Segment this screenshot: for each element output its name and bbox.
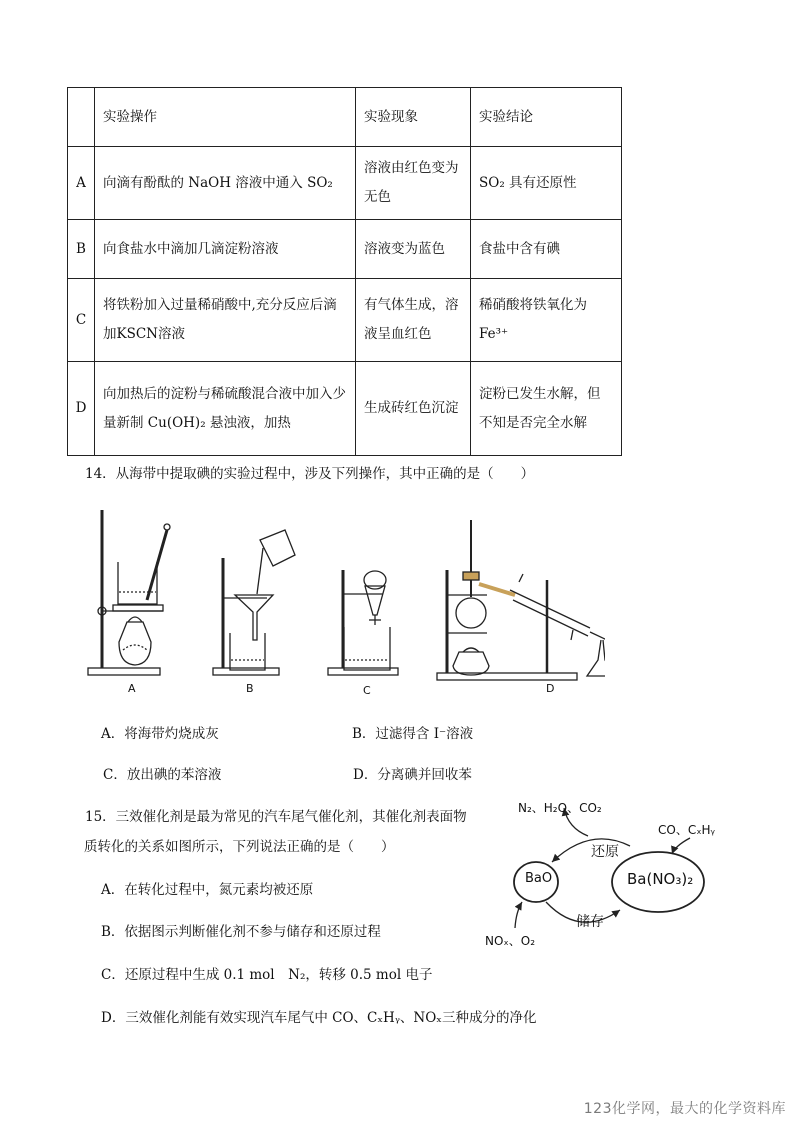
cell-conclusion: 食盐中含有碘 (471, 220, 622, 279)
row-label: C (68, 279, 95, 362)
header-cell: 实验结论 (471, 88, 622, 147)
option-b: B．过滤得含 I⁻溶液 (352, 726, 474, 742)
cell-conclusion: 淀粉已发生水解，但不知是否完全水解 (471, 362, 622, 456)
apparatus-c (328, 570, 398, 675)
nox-in-arrow (515, 902, 522, 928)
question-14-stem: 14．从海带中提取碘的实验过程中，涉及下列操作，其中正确的是（ ） (85, 466, 535, 482)
header-cell: 实验现象 (356, 88, 471, 147)
table-row (68, 220, 622, 279)
apparatus-d (437, 520, 605, 680)
table-row (68, 279, 622, 362)
table-row (68, 362, 622, 456)
cell-conclusion: 稀硝酸将铁氧化为 Fe³⁺ (471, 279, 622, 362)
bao-label: BaO (525, 871, 553, 886)
products-label: N₂、H₂O、CO₂ (518, 801, 602, 815)
apparatus-a (88, 510, 170, 675)
option-a: A．将海带灼烧成灰 (101, 726, 219, 742)
option-d: D．分离碘并回收苯 (353, 767, 472, 783)
figure-label-a: A (128, 682, 136, 695)
row-label: D (68, 362, 95, 456)
header-cell: 实验操作 (95, 88, 356, 147)
row-label: B (68, 220, 95, 279)
figure-label-b: B (246, 682, 254, 695)
question-15-stem-line-2: 质转化的关系如图所示，下列说法正确的是（ ） (84, 839, 395, 855)
cell-phenomenon: 溶液由红色变为无色 (356, 147, 471, 220)
option-d: D．三效催化剂能有效实现汽车尾气中 CO、CₓHᵧ、NOₓ三种成分的净化 (101, 1010, 537, 1026)
apparatus-b (213, 530, 295, 675)
cell-phenomenon: 溶液变为蓝色 (356, 220, 471, 279)
option-a: A．在转化过程中，氮元素均被还原 (101, 882, 314, 898)
row-label: A (68, 147, 95, 220)
cell-operation: 将铁粉加入过量稀硝酸中,充分反应后滴加KSCN溶液 (95, 279, 356, 362)
cell-operation: 向加热后的淀粉与稀硫酸混合液中加入少量新制 Cu(OH)₂ 悬浊液，加热 (95, 362, 356, 456)
table-header-row (68, 88, 622, 147)
apparatus-figure (85, 500, 605, 700)
cell-operation: 向食盐水中滴加几滴淀粉溶液 (95, 220, 356, 279)
reductants-in-arrow (672, 838, 690, 854)
cell-operation: 向滴有酚酞的 NaOH 溶液中通入 SO₂ (95, 147, 356, 220)
figure-label-c: C (363, 684, 371, 697)
option-b: B．依据图示判断催化剂不参与储存和还原过程 (101, 924, 381, 940)
question-15-stem-line-1: 15．三效催化剂是最为常见的汽车尾气催化剂，其催化剂表面物 (85, 809, 467, 825)
nox-label: NOₓ、O₂ (485, 934, 536, 948)
table-row (68, 147, 622, 220)
header-corner (68, 88, 95, 147)
option-c: C．放出碘的苯溶液 (103, 767, 222, 783)
cell-phenomenon: 有气体生成，溶液呈血红色 (356, 279, 471, 362)
option-c: C．还原过程中生成 0.1 mol N₂，转移 0.5 mol 电子 (101, 967, 433, 983)
storage-label: 储存 (576, 914, 604, 930)
cell-conclusion: SO₂ 具有还原性 (471, 147, 622, 220)
reductants-label: CO、CₓHᵧ (658, 823, 716, 837)
ba-nitrate-label: Ba(NO₃)₂ (627, 870, 694, 888)
figure-label-d: D (546, 682, 555, 695)
experiment-table (67, 87, 622, 456)
cell-phenomenon: 生成砖红色沉淀 (356, 362, 471, 456)
footer-watermark: 123化学网，最大的化学资料库 (583, 1101, 786, 1117)
reduction-label: 还原 (591, 844, 619, 860)
